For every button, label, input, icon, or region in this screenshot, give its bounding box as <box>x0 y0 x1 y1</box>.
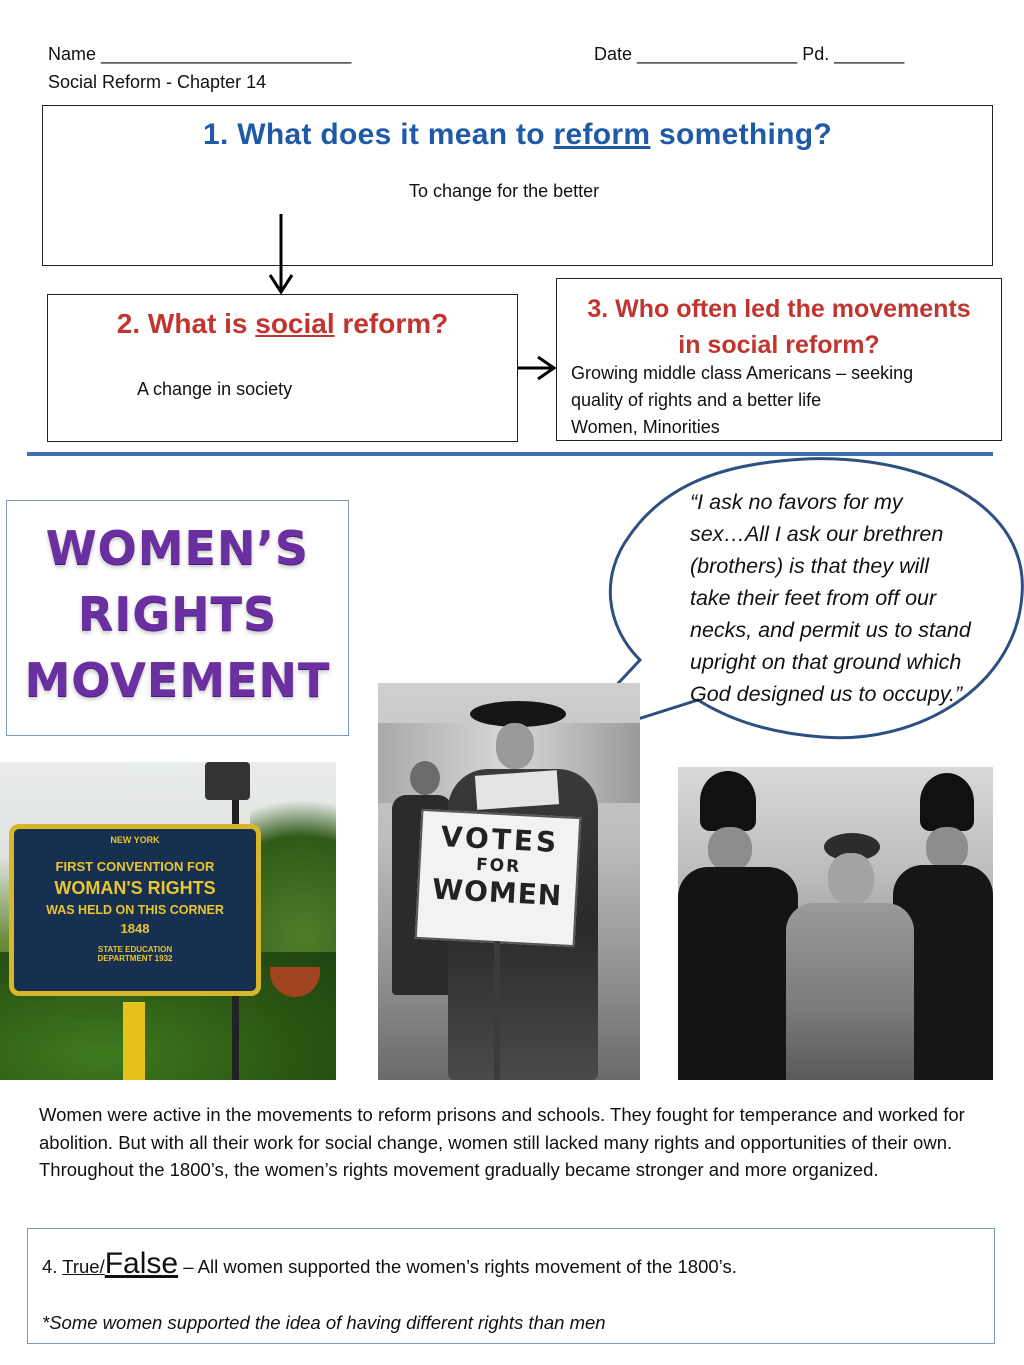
officer-face-left <box>708 827 752 871</box>
police-helmet-right <box>920 773 974 831</box>
question-2-box <box>47 294 518 442</box>
votes-for-women-placard: VOTES FOR WOMEN <box>415 809 582 947</box>
woman-face <box>496 723 534 769</box>
name-field-label[interactable]: Name _________________________ <box>48 44 352 64</box>
question-1-heading: 1. What does it mean to reform something? <box>202 118 833 151</box>
woman-face <box>828 853 874 905</box>
sign-post <box>123 1002 145 1080</box>
question-2-heading: 2. What is social reform? <box>116 308 449 339</box>
body-paragraph: Women were active in the movements to reform prisons and schools. They fought for temperance and worked for abolition. But with all their work for social change, women still lacked many rights and opportunities of their own. Throughout the 1800’s, the women’s rights movement gradually became stronger and more organized. <box>39 1104 965 1180</box>
question-2-answer: A change in society <box>137 379 293 399</box>
womens-rights-title-graphic: WOMEN’S RIGHTS MOVEMENT <box>6 500 349 736</box>
question-3-heading: 3. Who often led the movements in social reform? <box>587 295 971 359</box>
worksheet-subtitle: Social Reform - Chapter 14 <box>48 72 267 92</box>
question-1-answer: To change for the better <box>409 181 600 201</box>
lamp-head <box>205 762 250 800</box>
police-helmet-left <box>700 771 756 831</box>
votes-for-women-photo <box>378 683 640 1080</box>
down-arrow-icon <box>270 214 292 292</box>
date-period-field-label[interactable]: Date ________________ Pd. _______ <box>594 44 905 64</box>
question-4-note: *Some women supported the idea of having different rights than men <box>42 1312 606 1333</box>
boy-figure-head <box>410 761 440 795</box>
question-3-answer: Growing middle class Americans – seeking quality of rights and a better life Women, Minorities <box>571 363 914 437</box>
question-4-statement: 4. True/False – All women supported the women’s rights movement of the 1800’s. <box>42 1247 737 1280</box>
true-option[interactable]: True/ <box>62 1256 105 1277</box>
false-option-selected[interactable]: False <box>104 1247 179 1280</box>
historical-marker-sign: NEW YORK FIRST CONVENTION FOR WOMAN'S RIGHTS WAS HELD ON THIS CORNER 1848 STATE EDUCATION DEPARTMENT 1932 <box>9 824 261 996</box>
officer-face-right <box>926 827 968 869</box>
officer-body-left <box>678 867 798 1080</box>
placard-stick <box>494 941 500 1080</box>
sash-banner <box>475 770 559 810</box>
woman-coat <box>786 903 914 1080</box>
arrest-photo <box>678 767 993 1080</box>
question-3-box <box>556 278 1002 441</box>
speech-bubble-quote: “I ask no favors for my sex…All I ask our brethren (brothers) is that they will take their feet from off our necks, and permit us to stand upright on that ground which God designed us to occupy.” <box>690 490 971 706</box>
historical-marker-photo <box>0 762 336 1080</box>
question-4-box <box>27 1228 995 1344</box>
